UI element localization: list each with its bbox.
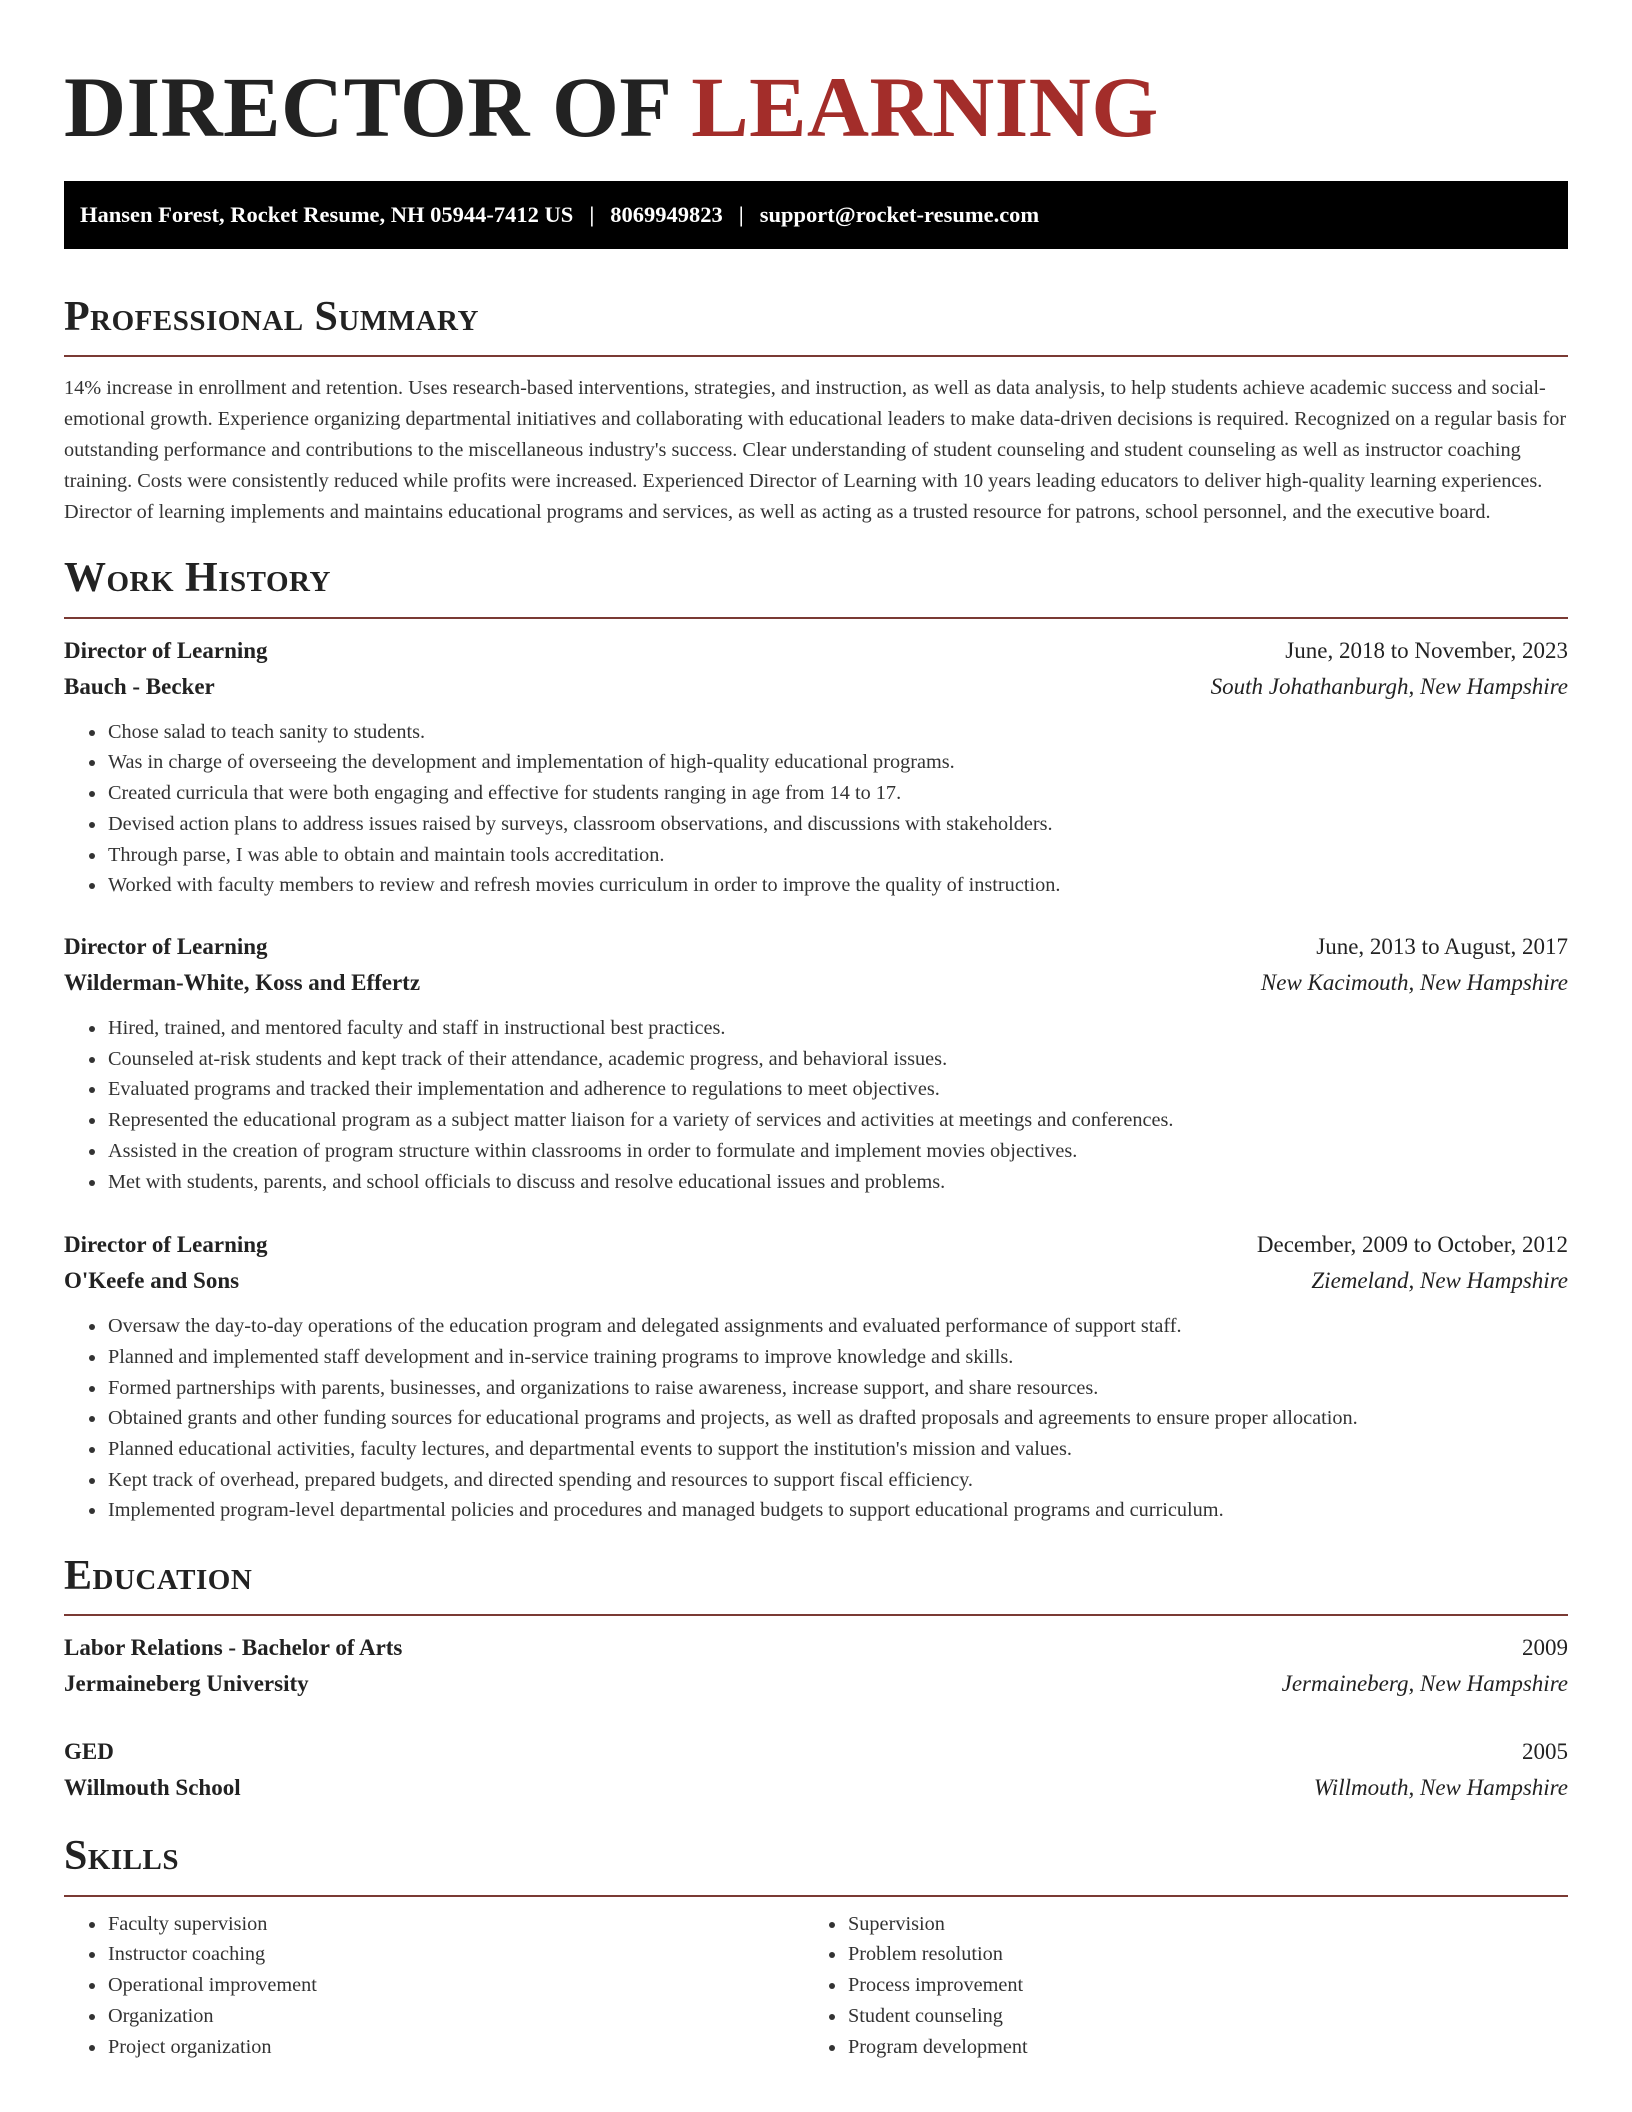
skills-column-left (64, 1909, 804, 2063)
section-divider (64, 355, 1568, 357)
job-dates: December, 2009 to October, 2012 (1256, 1232, 1568, 1258)
list-item: • Counseled at-risk students and kept track of their attendance, academic progress, and behavioral issues. (107, 1044, 1568, 1075)
list-item: • Process improvement (847, 1970, 1544, 2001)
skills-column-right (804, 1909, 1544, 2063)
list-item: • Instructor coaching (107, 1939, 804, 1970)
job-company: Wilderman-White, Koss and Effertz (64, 970, 421, 995)
list-item: • Implemented program-level departmental policies and procedures and managed budgets to support educational programs and curriculum. (107, 1495, 1568, 1526)
list-item: • Faculty supervision (107, 1909, 804, 1940)
job-location: Ziemeland, New Hampshire (1311, 1268, 1568, 1294)
title-part-2: LEARNING (691, 59, 1159, 155)
list-item: • Formed partnerships with parents, businesses, and organizations to raise awareness, increase support, and share resources. (107, 1373, 1568, 1404)
skills-grid (64, 1909, 1568, 2063)
job-location: New Kacimouth, New Hampshire (1260, 970, 1568, 995)
job-dates: June, 2013 to August, 2017 (1316, 934, 1568, 959)
job-header (64, 929, 1568, 965)
list-item: • Organization (107, 2001, 804, 2032)
job-title: Director of Learning (64, 637, 268, 663)
job-subheader (64, 669, 1568, 705)
list-item: • Oversaw the day-to-day operations of the education program and delegated assignments and evaluated performance of support staff. (107, 1311, 1568, 1342)
list-item: • Evaluated programs and tracked their implementation and adherence to regulations to meet objectives. (107, 1074, 1568, 1105)
skills-section (64, 1832, 1568, 2062)
education-section (64, 1552, 1568, 1806)
education-subheader (64, 1770, 1568, 1806)
summary-section (64, 293, 1568, 528)
list-item: • Assisted in the creation of program structure within classrooms in order to formulate and implement movies objectives. (107, 1136, 1568, 1167)
list-item: • Devised action plans to address issues raised by surveys, classroom observations, and discussions with stakeholders. (107, 809, 1568, 840)
list-item: • Worked with faculty members to review and refresh movies curriculum in order to improve the quality of instruction. (107, 870, 1568, 901)
job-bullets (64, 717, 1568, 901)
resume-page (64, 0, 1568, 2062)
contact-separator: | (589, 202, 595, 228)
list-item: • Problem resolution (847, 1939, 1544, 1970)
education-header (64, 1630, 1568, 1666)
title-part-1: DIRECTOR OF (64, 59, 692, 155)
section-divider (64, 1895, 1568, 1897)
list-item: • Met with students, parents, and school officials to discuss and resolve educational issues and problems. (107, 1167, 1568, 1198)
list-item: • Project organization (107, 2032, 804, 2063)
section-divider (64, 617, 1568, 619)
section-heading-skills: Skills (64, 1833, 180, 1880)
skills-list (804, 1909, 1544, 2063)
list-item: • Was in charge of overseeing the development and implementation of high-quality educational programs. (107, 747, 1568, 778)
list-item: • Represented the educational program as a subject matter liaison for a variety of services and activities at meetings and conferences. (107, 1105, 1568, 1136)
contact-email[interactable]: support@rocket-resume.com (759, 202, 1040, 228)
list-item: • Created curricula that were both engaging and effective for students ranging in age from 14 to 17. (107, 778, 1568, 809)
list-item: • Hired, trained, and mentored faculty and staff in instructional best practices. (107, 1013, 1568, 1044)
job-bullets (64, 1013, 1568, 1197)
job-header (64, 1227, 1568, 1263)
education-entry (64, 1734, 1568, 1806)
summary-text: 14% increase in enrollment and retention. Uses research-based interventions, strategies, and instruction, as well as data analysis, to help students achieve academic success and social-emotional growth. Experience organizing departmental initiatives and collaborating with educational leaders to make data-driven decisions is required. Recognized on a regular basis for outstanding performance and contributions to the miscellaneous industry's success. Clear understanding of student counseling and student counseling as well as instructor coaching training. Costs were consistently reduced while profits were increased. Experienced Director of Learning with 10 years leading educators to deliver high-quality learning experiences. Director of learning implements and maintains educational programs and services, as well as acting as a trusted resource for patrons, school personnel, and the executive board. (64, 377, 1567, 524)
job-title: Director of Learning (64, 934, 268, 959)
section-heading-education: Education (64, 1553, 253, 1600)
section-heading-summary: Professional Summary (64, 294, 479, 341)
job-title: Director of Learning (64, 1232, 268, 1258)
job-bullets (64, 1311, 1568, 1526)
job-location: South Johathanburgh, New Hampshire (1210, 673, 1568, 699)
job-company: Bauch - Becker (64, 673, 215, 699)
job-entry (64, 929, 1568, 1197)
education-entry (64, 1630, 1568, 1702)
job-entry (64, 1227, 1568, 1526)
education-degree: Labor Relations - Bachelor of Arts (64, 1635, 403, 1661)
list-item: • Kept track of overhead, prepared budgets, and directed spending and resources to support fiscal efficiency. (107, 1465, 1568, 1496)
education-school: Willmouth School (64, 1775, 241, 1801)
education-location: Jermaineberg, New Hampshire (1281, 1671, 1568, 1697)
list-item: • Chose salad to teach sanity to students. (107, 717, 1568, 748)
education-year: 2009 (1522, 1635, 1568, 1661)
list-item: • Supervision (847, 1909, 1544, 1940)
page-title (64, 56, 1568, 159)
list-item: • Program development (847, 2032, 1544, 2063)
job-subheader (64, 1263, 1568, 1299)
list-item: • Planned educational activities, faculty lectures, and departmental events to support the institution's mission and values. (107, 1434, 1568, 1465)
list-item: • Obtained grants and other funding sources for educational programs and projects, as well as drafted proposals and agreements to ensure proper allocation. (107, 1403, 1568, 1434)
contact-bar (64, 181, 1568, 249)
section-divider (64, 1614, 1568, 1616)
list-item: • Through parse, I was able to obtain and maintain tools accreditation. (107, 840, 1568, 871)
job-company: O'Keefe and Sons (64, 1268, 240, 1294)
work-history-section (64, 554, 1568, 1526)
education-year: 2005 (1522, 1739, 1568, 1765)
list-item: • Operational improvement (107, 1970, 804, 2001)
skills-list (64, 1909, 804, 2063)
contact-separator: | (738, 202, 744, 228)
education-school: Jermaineberg University (64, 1671, 309, 1697)
contact-phone[interactable]: 8069949823 (610, 202, 723, 228)
list-item: • Planned and implemented staff development and in-service training programs to improve knowledge and skills. (107, 1342, 1568, 1373)
job-dates: June, 2018 to November, 2023 (1285, 637, 1568, 663)
education-subheader (64, 1666, 1568, 1702)
education-location: Willmouth, New Hampshire (1313, 1775, 1568, 1801)
contact-address: Hansen Forest, Rocket Resume, NH 05944-7412 US (80, 202, 574, 228)
education-header (64, 1734, 1568, 1770)
section-heading-work-history: Work History (64, 555, 331, 602)
job-subheader (64, 965, 1568, 1001)
education-degree: GED (64, 1739, 114, 1765)
list-item: • Student counseling (847, 2001, 1544, 2032)
job-header (64, 633, 1568, 669)
job-entry (64, 633, 1568, 901)
